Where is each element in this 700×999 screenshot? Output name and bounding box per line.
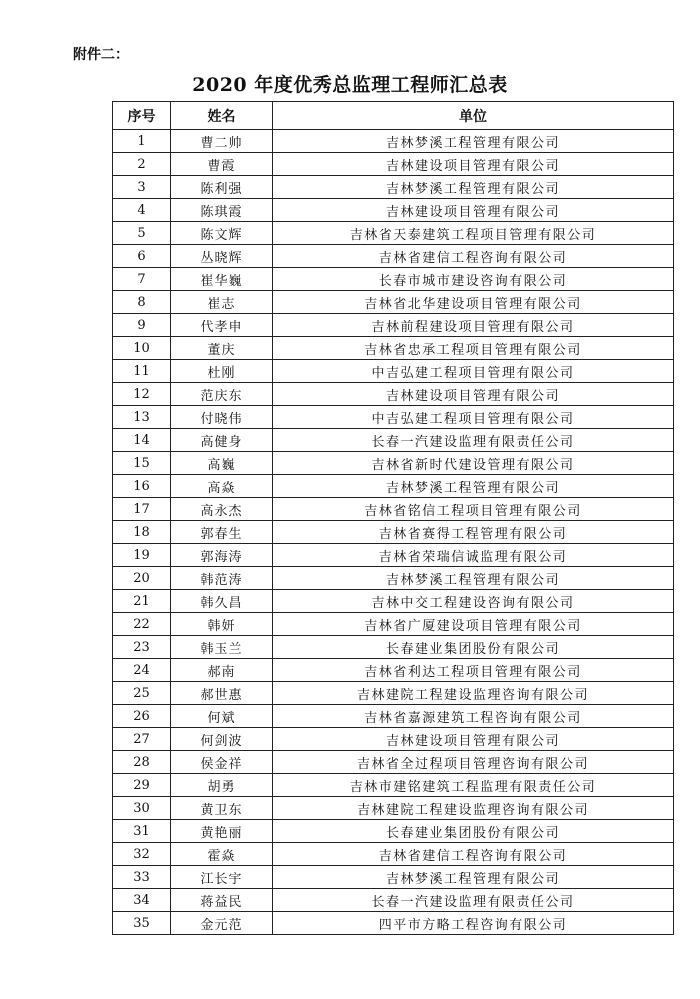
organization-cell: 吉林省荣瑞信诚监理有限公司 — [273, 544, 674, 567]
serial-number-cell: 9 — [113, 314, 171, 337]
organization-cell: 吉林省利达工程项目管理有限公司 — [273, 659, 674, 682]
table-body — [113, 130, 674, 935]
name-cell: 高巍 — [171, 452, 273, 475]
table-row — [113, 889, 674, 912]
table-row — [113, 866, 674, 889]
table-row — [113, 659, 674, 682]
serial-number-cell: 8 — [113, 291, 171, 314]
serial-number-cell: 14 — [113, 429, 171, 452]
table-row — [113, 728, 674, 751]
organization-cell: 吉林省北华建设项目管理有限公司 — [273, 291, 674, 314]
organization-cell: 中吉弘建工程项目管理有限公司 — [273, 406, 674, 429]
name-cell: 金元范 — [171, 912, 273, 935]
table-row — [113, 590, 674, 613]
table-row — [113, 314, 674, 337]
serial-number-cell: 20 — [113, 567, 171, 590]
organization-cell: 吉林省赛得工程管理有限公司 — [273, 521, 674, 544]
table-row — [113, 429, 674, 452]
name-cell: 何剑波 — [171, 728, 273, 751]
document-title: 2020 年度优秀总监理工程师汇总表 — [192, 74, 508, 96]
header-serial-number: 序号 — [113, 102, 171, 130]
serial-number-cell: 7 — [113, 268, 171, 291]
organization-cell: 吉林省忠承工程项目管理有限公司 — [273, 337, 674, 360]
table-row — [113, 774, 674, 797]
name-cell: 陈文辉 — [171, 222, 273, 245]
name-cell: 丛晓辉 — [171, 245, 273, 268]
table-row — [113, 176, 674, 199]
name-cell: 郭海涛 — [171, 544, 273, 567]
table-header-row — [113, 102, 674, 130]
organization-cell: 吉林建设项目管理有限公司 — [273, 383, 674, 406]
serial-number-cell: 11 — [113, 360, 171, 383]
table-row — [113, 544, 674, 567]
organization-cell: 吉林建院工程建设监理咨询有限公司 — [273, 797, 674, 820]
table-row — [113, 636, 674, 659]
name-cell: 陈琪霞 — [171, 199, 273, 222]
organization-cell: 吉林梦溪工程管理有限公司 — [273, 567, 674, 590]
name-cell: 高健身 — [171, 429, 273, 452]
name-cell: 郝世惠 — [171, 682, 273, 705]
serial-number-cell: 17 — [113, 498, 171, 521]
table-row — [113, 912, 674, 935]
organization-cell: 吉林省铭信工程项目管理有限公司 — [273, 498, 674, 521]
name-cell: 高焱 — [171, 475, 273, 498]
serial-number-cell: 6 — [113, 245, 171, 268]
serial-number-cell: 22 — [113, 613, 171, 636]
organization-cell: 吉林建设项目管理有限公司 — [273, 153, 674, 176]
table-row — [113, 613, 674, 636]
table-row — [113, 222, 674, 245]
table-row — [113, 360, 674, 383]
serial-number-cell: 32 — [113, 843, 171, 866]
name-cell: 曹二帅 — [171, 130, 273, 153]
organization-cell: 吉林梦溪工程管理有限公司 — [273, 130, 674, 153]
table-row — [113, 245, 674, 268]
table-row — [113, 268, 674, 291]
serial-number-cell: 12 — [113, 383, 171, 406]
organization-cell: 长春一汽建设监理有限责任公司 — [273, 889, 674, 912]
table-row — [113, 199, 674, 222]
table-row — [113, 797, 674, 820]
table-row — [113, 521, 674, 544]
organization-cell: 吉林中交工程建设咨询有限公司 — [273, 590, 674, 613]
serial-number-cell: 10 — [113, 337, 171, 360]
serial-number-cell: 35 — [113, 912, 171, 935]
organization-cell: 吉林建设项目管理有限公司 — [273, 199, 674, 222]
name-cell: 蒋益民 — [171, 889, 273, 912]
organization-cell: 吉林梦溪工程管理有限公司 — [273, 866, 674, 889]
serial-number-cell: 26 — [113, 705, 171, 728]
organization-cell: 长春建业集团股份有限公司 — [273, 820, 674, 843]
serial-number-cell: 1 — [113, 130, 171, 153]
organization-cell: 吉林省建信工程咨询有限公司 — [273, 245, 674, 268]
name-cell: 郭春生 — [171, 521, 273, 544]
organization-cell: 吉林前程建设项目管理有限公司 — [273, 314, 674, 337]
name-cell: 杜刚 — [171, 360, 273, 383]
table-row — [113, 291, 674, 314]
name-cell: 何斌 — [171, 705, 273, 728]
organization-cell: 吉林建院工程建设监理咨询有限公司 — [273, 682, 674, 705]
name-cell: 陈利强 — [171, 176, 273, 199]
name-cell: 范庆东 — [171, 383, 273, 406]
serial-number-cell: 30 — [113, 797, 171, 820]
name-cell: 高永杰 — [171, 498, 273, 521]
table-row — [113, 406, 674, 429]
serial-number-cell: 31 — [113, 820, 171, 843]
table-row — [113, 153, 674, 176]
serial-number-cell: 29 — [113, 774, 171, 797]
serial-number-cell: 34 — [113, 889, 171, 912]
table-row — [113, 843, 674, 866]
name-cell: 韩久昌 — [171, 590, 273, 613]
name-cell: 黄艳丽 — [171, 820, 273, 843]
name-cell: 代孝申 — [171, 314, 273, 337]
attachment-label: 附件二： — [73, 47, 129, 63]
table-row — [113, 337, 674, 360]
serial-number-cell: 24 — [113, 659, 171, 682]
table-row — [113, 452, 674, 475]
table-row — [113, 130, 674, 153]
serial-number-cell: 15 — [113, 452, 171, 475]
serial-number-cell: 19 — [113, 544, 171, 567]
serial-number-cell: 25 — [113, 682, 171, 705]
organization-cell: 吉林省嘉源建筑工程咨询有限公司 — [273, 705, 674, 728]
table-row — [113, 682, 674, 705]
name-cell: 韩范涛 — [171, 567, 273, 590]
organization-cell: 吉林梦溪工程管理有限公司 — [273, 475, 674, 498]
organization-cell: 四平市方略工程咨询有限公司 — [273, 912, 674, 935]
name-cell: 曹霞 — [171, 153, 273, 176]
name-cell: 崔华巍 — [171, 268, 273, 291]
organization-cell: 吉林省天泰建筑工程项目管理有限公司 — [273, 222, 674, 245]
organization-cell: 吉林省新时代建设管理有限公司 — [273, 452, 674, 475]
serial-number-cell: 21 — [113, 590, 171, 613]
serial-number-cell: 3 — [113, 176, 171, 199]
serial-number-cell: 33 — [113, 866, 171, 889]
name-cell: 付晓伟 — [171, 406, 273, 429]
name-cell: 霍焱 — [171, 843, 273, 866]
organization-cell: 长春一汽建设监理有限责任公司 — [273, 429, 674, 452]
organization-cell: 中吉弘建工程项目管理有限公司 — [273, 360, 674, 383]
header-organization: 单位 — [273, 102, 674, 130]
serial-number-cell: 27 — [113, 728, 171, 751]
organization-cell: 吉林梦溪工程管理有限公司 — [273, 176, 674, 199]
name-cell: 韩妍 — [171, 613, 273, 636]
serial-number-cell: 13 — [113, 406, 171, 429]
name-cell: 崔志 — [171, 291, 273, 314]
organization-cell: 吉林省全过程项目管理咨询有限公司 — [273, 751, 674, 774]
header-name: 姓名 — [171, 102, 273, 130]
name-cell: 郝南 — [171, 659, 273, 682]
name-cell: 侯金祥 — [171, 751, 273, 774]
serial-number-cell: 2 — [113, 153, 171, 176]
table-row — [113, 567, 674, 590]
name-cell: 董庆 — [171, 337, 273, 360]
serial-number-cell: 18 — [113, 521, 171, 544]
organization-cell: 长春市城市建设咨询有限公司 — [273, 268, 674, 291]
serial-number-cell: 28 — [113, 751, 171, 774]
serial-number-cell: 4 — [113, 199, 171, 222]
serial-number-cell: 16 — [113, 475, 171, 498]
organization-cell: 吉林建设项目管理有限公司 — [273, 728, 674, 751]
name-cell: 黄卫东 — [171, 797, 273, 820]
table-row — [113, 383, 674, 406]
organization-cell: 吉林省建信工程咨询有限公司 — [273, 843, 674, 866]
table-row — [113, 705, 674, 728]
engineer-roster-table — [112, 101, 674, 935]
organization-cell: 长春建业集团股份有限公司 — [273, 636, 674, 659]
name-cell: 江长宇 — [171, 866, 273, 889]
name-cell: 韩玉兰 — [171, 636, 273, 659]
name-cell: 胡勇 — [171, 774, 273, 797]
organization-cell: 吉林市建铭建筑工程监理有限责任公司 — [273, 774, 674, 797]
serial-number-cell: 5 — [113, 222, 171, 245]
serial-number-cell: 23 — [113, 636, 171, 659]
table-row — [113, 820, 674, 843]
table-row — [113, 498, 674, 521]
organization-cell: 吉林省广厦建设项目管理有限公司 — [273, 613, 674, 636]
table-row — [113, 475, 674, 498]
table-row — [113, 751, 674, 774]
